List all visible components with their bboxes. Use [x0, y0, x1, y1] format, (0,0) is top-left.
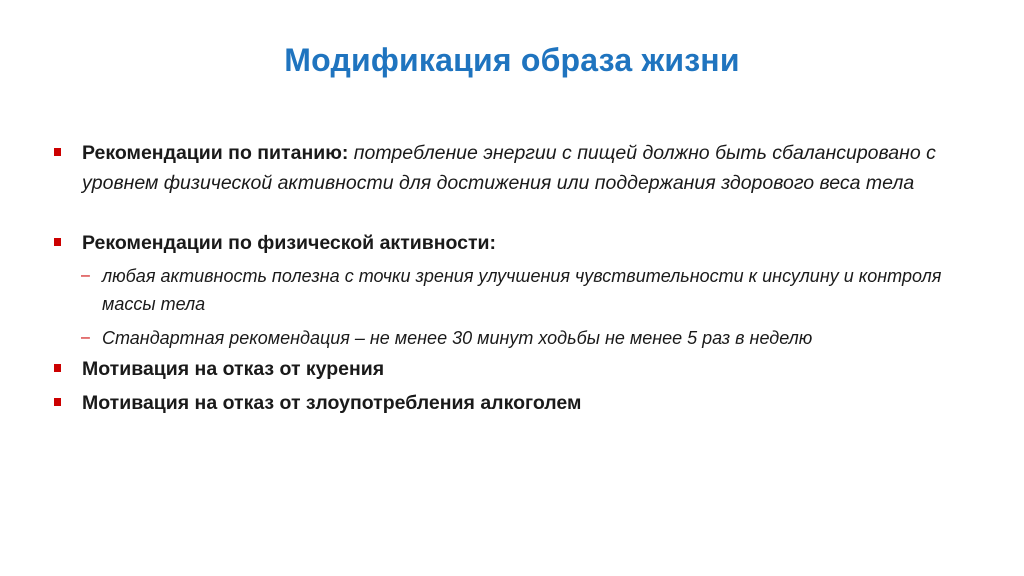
bullet-lead: Рекомендации по физической активности: [82, 232, 497, 254]
square-bullet-icon [54, 148, 61, 156]
bullet-physical-activity [50, 228, 990, 258]
bullet-smoking [50, 354, 990, 384]
subitem-text: любая активность полезна с точки зрения улучшения чувствительности к инсулину и контроля массы тела [102, 266, 942, 314]
bullet-alcohol [50, 388, 990, 418]
dash-bullet-icon: – [81, 267, 90, 284]
bullet-lead: Мотивация на отказ от курения [82, 358, 385, 380]
slide-content [50, 138, 990, 418]
bullet-lead: Рекомендации по питанию: [82, 142, 349, 164]
subitem-text: Стандартная рекомендация – не менее 30 минут ходьбы не менее 5 раз в неделю [102, 328, 813, 348]
square-bullet-icon [54, 238, 61, 246]
square-bullet-icon [54, 364, 61, 372]
bullet-text: потребление энергии с пищей должно быть сбалансировано с уровнем физической активности для достижения или поддержания здорового веса тела [82, 142, 936, 194]
slide-title: Модификация образа жизни [284, 42, 740, 78]
square-bullet-icon [54, 398, 61, 406]
subitem-activity-benefit [50, 262, 990, 318]
bullet-nutrition [50, 138, 990, 198]
subitem-standard-recommendation [50, 324, 990, 352]
bullet-lead: Мотивация на отказ от злоупотребления алкоголем [82, 392, 582, 414]
dash-bullet-icon: – [81, 329, 90, 346]
